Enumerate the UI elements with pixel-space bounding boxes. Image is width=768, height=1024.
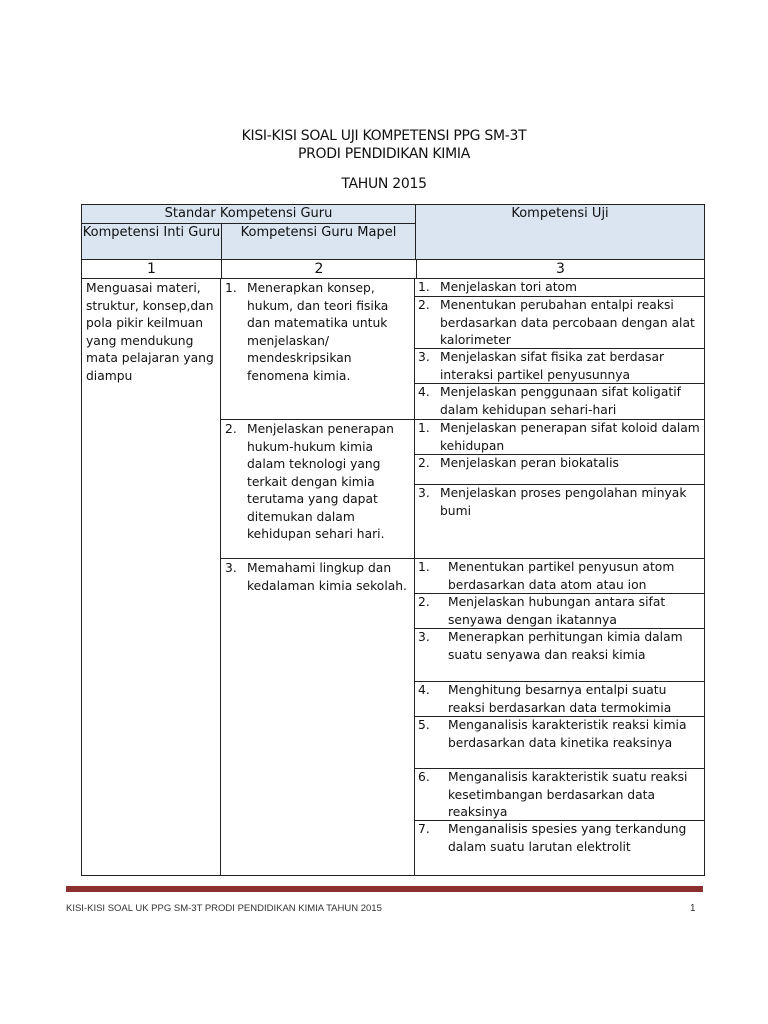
- uji-text: Menerapkan perhitungan kimia dalam suatu senyawa dan reaksi kimia: [448, 630, 683, 662]
- table-header: [82, 205, 704, 260]
- uji-text: Menentukan perubahan entalpi reaksi berdasarkan data percobaan dengan alat kalorimeter: [440, 298, 695, 347]
- header-standar: Standar Kompetensi Guru: [82, 205, 415, 224]
- table-row: [221, 279, 704, 420]
- item-number: 3.: [225, 561, 237, 575]
- col-number: 2: [222, 260, 417, 278]
- col-number: 3: [556, 261, 565, 277]
- mapel-text: Memahami lingkup dan kedalaman kimia sekolah.: [247, 561, 407, 593]
- item-number: 1.: [418, 280, 430, 294]
- uji-text: Menjelaskan penggunaan sifat koligatif dalam kehidupan sehari-hari: [440, 385, 681, 417]
- uji-text: Menentukan partikel penyusun atom berdasarkan data atom atau ion: [448, 560, 675, 592]
- kompetensi-inti-cell: Menguasai materi, struktur, konsep,dan pola pikir keilmuan yang mendukung mata pelajaran yang diampu: [82, 279, 221, 875]
- uji-text: Menjelaskan proses pengolahan minyak bumi: [440, 486, 687, 518]
- table-row: [221, 420, 704, 559]
- item-number: 3.: [418, 630, 430, 644]
- col-number: 1: [82, 260, 222, 278]
- item-number: 1.: [418, 560, 430, 574]
- footer-divider: [66, 886, 703, 892]
- page-number: 1: [690, 903, 696, 914]
- item-number: 6.: [418, 770, 430, 784]
- uji-text: Menghitung besarnya entalpi suatu reaksi berdasarkan data termokimia: [448, 683, 672, 715]
- document-title: KISI-KISI SOAL UJI KOMPETENSI PPG SM-3T: [241, 128, 527, 144]
- item-number: 1.: [225, 281, 237, 295]
- header-kompetensi-inti: Kompetensi Inti Guru: [82, 224, 222, 259]
- uji-text: Menjelaskan penerapan sifat koloid dalam kehidupan: [440, 421, 700, 453]
- header-kompetensi-uji: Kompetensi Uji: [511, 206, 609, 221]
- uji-text: Menjelaskan hubungan antara sifat senyawa dengan ikatannya: [448, 595, 666, 627]
- mapel-text: Menerapkan konsep, hukum, dan teori fisika dan matematika untuk menjelaskan/ mendeskripsikan fenomena kimia.: [247, 281, 389, 383]
- item-number: 2.: [418, 595, 430, 609]
- uji-text: Menjelaskan tori atom: [440, 280, 578, 294]
- table-row: [221, 559, 704, 875]
- uji-text: Menganalisis karakteristik reaksi kimia berdasarkan data kinetika reaksinya: [448, 718, 687, 750]
- uji-text: Menganalisis karakteristik suatu reaksi kesetimbangan berdasarkan data reaksinya: [448, 770, 688, 819]
- item-number: 4.: [418, 385, 430, 399]
- uji-text: Menjelaskan sifat fisika zat berdasar interaksi partikel penyusunnya: [440, 350, 665, 382]
- item-number: 3.: [418, 486, 430, 500]
- item-number: 2.: [225, 422, 237, 436]
- item-number: 2.: [418, 456, 430, 470]
- item-number: 3.: [418, 350, 430, 364]
- footer-text: KISI-KISI SOAL UK PPG SM-3T PRODI PENDIDIKAN KIMIA TAHUN 2015: [66, 903, 382, 914]
- item-number: 5.: [418, 718, 430, 732]
- column-numbers: [82, 260, 704, 279]
- item-number: 1.: [418, 421, 430, 435]
- item-number: 4.: [418, 683, 430, 697]
- uji-text: Menjelaskan peran biokatalis: [440, 456, 619, 470]
- uji-text: Menganalisis spesies yang terkandung dalam suatu larutan elektrolit: [448, 822, 687, 854]
- item-number: 2.: [418, 298, 430, 312]
- competency-table: [81, 204, 705, 876]
- item-number: 7.: [418, 822, 430, 836]
- document-subtitle: PRODI PENDIDIKAN KIMIA: [297, 146, 471, 162]
- document-year: TAHUN 2015: [341, 176, 427, 192]
- header-kompetensi-mapel: Kompetensi Guru Mapel: [240, 225, 397, 240]
- mapel-text: Menjelaskan penerapan hukum-hukum kimia dalam teknologi yang terkait dengan kimia terutama yang dapat ditemukan dalam kehidupan sehari hari.: [247, 422, 394, 541]
